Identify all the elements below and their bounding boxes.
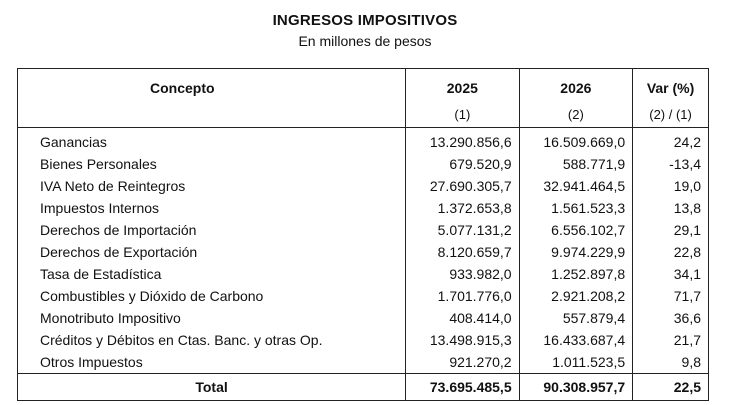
row-2025: 5.077.131,2 <box>406 219 520 241</box>
table-row <box>18 175 709 197</box>
row-2025: 13.498.915,3 <box>406 329 520 351</box>
table-row <box>18 351 709 374</box>
col-header-concepto: Concepto <box>18 69 406 108</box>
table-row <box>18 197 709 219</box>
table-subheader-row <box>18 107 709 128</box>
table-row <box>18 128 709 154</box>
row-2025: 408.414,0 <box>406 307 520 329</box>
row-concepto: Bienes Personales <box>18 153 406 175</box>
row-2026: 588.771,9 <box>519 153 633 175</box>
row-concepto: Ganancias <box>18 128 406 154</box>
row-var: 19,0 <box>633 175 709 197</box>
table-row <box>18 329 709 351</box>
row-concepto: Créditos y Débitos en Ctas. Banc. y otras Op. <box>18 329 406 351</box>
row-concepto: Derechos de Importación <box>18 219 406 241</box>
row-2025: 27.690.305,7 <box>406 175 520 197</box>
row-2025: 13.290.856,6 <box>406 128 520 154</box>
row-concepto: Impuestos Internos <box>18 197 406 219</box>
row-concepto: Otros Impuestos <box>18 351 406 374</box>
row-var: 21,7 <box>633 329 709 351</box>
row-2026: 1.011.523,5 <box>519 351 633 374</box>
row-var: 22,8 <box>633 241 709 263</box>
row-var: 29,1 <box>633 219 709 241</box>
row-2026: 16.509.669,0 <box>519 128 633 154</box>
table-row <box>18 219 709 241</box>
col-header-2026: 2026 <box>519 69 633 108</box>
table-total-row <box>18 374 709 401</box>
row-var: 34,1 <box>633 263 709 285</box>
table-row <box>18 153 709 175</box>
row-concepto: Derechos de Exportación <box>18 241 406 263</box>
subheader-var: (2) / (1) <box>633 107 709 128</box>
table-row <box>18 285 709 307</box>
row-concepto: Monotributo Impositivo <box>18 307 406 329</box>
table-body <box>18 128 709 374</box>
row-2026: 32.941.464,5 <box>519 175 633 197</box>
subheader-empty <box>18 107 406 128</box>
total-2025: 73.695.485,5 <box>406 374 520 401</box>
row-var: 24,2 <box>633 128 709 154</box>
row-2026: 2.921.208,2 <box>519 285 633 307</box>
row-2025: 921.270,2 <box>406 351 520 374</box>
row-var: -13,4 <box>633 153 709 175</box>
row-2026: 6.556.102,7 <box>519 219 633 241</box>
table-header-row <box>18 69 709 108</box>
row-2026: 16.433.687,4 <box>519 329 633 351</box>
row-var: 13,8 <box>633 197 709 219</box>
table-row <box>18 263 709 285</box>
subheader-2025: (1) <box>406 107 520 128</box>
row-2025: 8.120.659,7 <box>406 241 520 263</box>
total-label: Total <box>18 374 406 401</box>
subheader-2026: (2) <box>519 107 633 128</box>
row-2026: 9.974.229,9 <box>519 241 633 263</box>
table-row <box>18 307 709 329</box>
col-header-var: Var (%) <box>633 69 709 108</box>
table-row <box>18 241 709 263</box>
row-2026: 557.879,4 <box>519 307 633 329</box>
row-2026: 1.561.523,3 <box>519 197 633 219</box>
row-concepto: Combustibles y Dióxido de Carbono <box>18 285 406 307</box>
tax-revenue-table <box>17 68 709 401</box>
row-2025: 1.372.653,8 <box>406 197 520 219</box>
row-2025: 679.520,9 <box>406 153 520 175</box>
row-2025: 933.982,0 <box>406 263 520 285</box>
table-title: INGRESOS IMPOSITIVOS <box>272 12 458 29</box>
total-2026: 90.308.957,7 <box>519 374 633 401</box>
total-var: 22,5 <box>633 374 709 401</box>
row-concepto: IVA Neto de Reintegros <box>18 175 406 197</box>
row-var: 9,8 <box>633 351 709 374</box>
row-var: 36,6 <box>633 307 709 329</box>
table-subtitle: En millones de pesos <box>298 33 432 49</box>
col-header-2025: 2025 <box>406 69 520 108</box>
row-concepto: Tasa de Estadística <box>18 263 406 285</box>
row-2026: 1.252.897,8 <box>519 263 633 285</box>
row-var: 71,7 <box>633 285 709 307</box>
row-2025: 1.701.776,0 <box>406 285 520 307</box>
